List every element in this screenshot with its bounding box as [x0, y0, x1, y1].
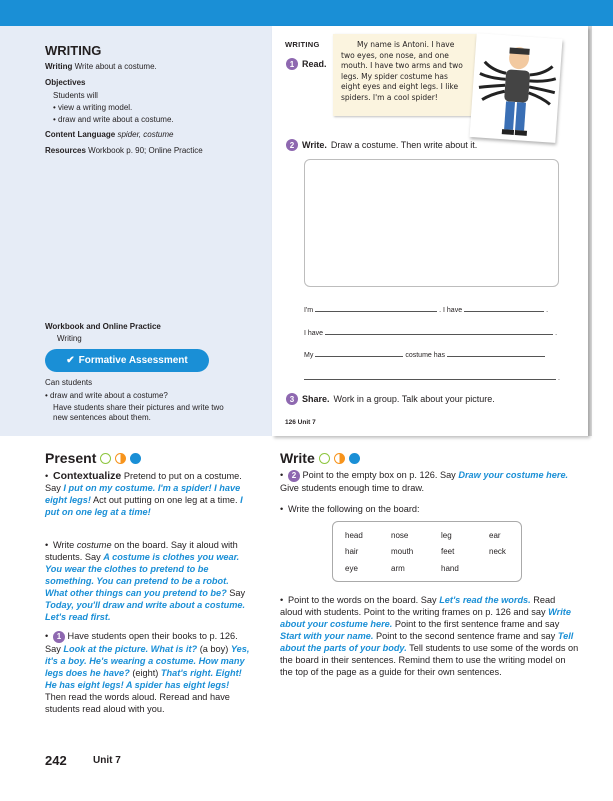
present-paragraph: • Contextualize Pretend to put on a costume. Say I put on my costume. I'm a spider! I have eight legs! Act out putting on one leg at a time. I put on one leg at a time!: [45, 470, 243, 517]
lesson-info-panel: [0, 26, 272, 436]
level-dot-icon: [334, 453, 345, 464]
can-students: Can students: [45, 378, 93, 387]
students-will: Students will: [53, 91, 98, 100]
present-heading: Present: [45, 450, 141, 466]
step-share: [286, 393, 495, 405]
objective-item: • draw and write about a costume.: [53, 115, 174, 124]
level-dot-icon: [115, 453, 126, 464]
story-line: two eyes, one nose, and one: [341, 50, 449, 60]
write-paragraph: • Write the following on the board:: [280, 504, 420, 514]
story-line: spiders. I'm a cool spider!: [341, 92, 438, 102]
objective-item: • view a writing model.: [53, 103, 133, 112]
top-color-bar: [0, 0, 613, 26]
writing-model-card: [333, 34, 477, 116]
book-page-footer: 126 Unit 7: [285, 419, 316, 426]
present-paragraph: • Write costume on the board. Say it aloud with students. Say A costume is clothes you wear. You wear the clothes to pretend to be something. You can pretend to be a robot. What other things can you pretend to be? Say Today, you'll draw and write about a costume. Let's read first.: [45, 540, 246, 622]
book-heading: WRITING: [285, 40, 320, 49]
workbook-value: Writing: [57, 334, 82, 343]
sentence-frame: I'm . I have .: [304, 307, 549, 314]
page-unit: Unit 7: [93, 755, 121, 766]
resources-line: Resources Workbook p. 90; Online Practice: [45, 146, 203, 155]
board-word: eye: [345, 564, 358, 573]
writing-line: Writing Write about a costume.: [45, 62, 157, 71]
level-dot-icon: [349, 453, 360, 464]
can-sub: new sentences about them.: [53, 413, 151, 422]
lesson-title: WRITING: [45, 43, 102, 58]
board-word: nose: [391, 531, 409, 540]
step-read: [286, 58, 327, 70]
board-word-box: [332, 521, 522, 582]
step-number-1: 1: [286, 58, 298, 70]
sentence-frame: My costume has: [304, 349, 545, 359]
step-number-3: 3: [286, 393, 298, 405]
content-language-line: Content Language spider, costume: [45, 130, 174, 139]
board-word: leg: [441, 531, 452, 540]
story-line: eight eyes and eight legs. I like: [341, 82, 459, 91]
board-word: arm: [391, 564, 405, 573]
present-paragraph: • 1 Have students open their books to p. 126. Say Look at the picture. What is it? (a boy) Yes, it's a boy. He's wearing a costume. How many legs does he have? (eight) That's right. Eight! He has eight legs! A spider has eight legs! Then read the words aloud. Reread and have students read aloud with you.: [45, 631, 250, 714]
story-line: My name is Antoni. I have: [357, 40, 455, 49]
step-number-2: 2: [288, 470, 300, 482]
spider-costume-drawing: [469, 33, 562, 143]
story-line: legs. My spider costume has: [341, 71, 448, 81]
drawing-box: [304, 159, 559, 287]
formative-assessment-label: Formative Assessment: [78, 355, 188, 366]
write-paragraph: • Point to the words on the board. Say Let's read the words. Read aloud with students. Point to the writing frames on p. 126 and say Write about your costume here. Point to the first sentence frame and say Start with your name. Point to the second sentence frame and say Tell about the parts of your body. Tell students to use some of the words on the board in their sentences. Remind them to use the writing model on the top of the page as a guide for their own sentences.: [280, 595, 579, 677]
board-word: ear: [489, 531, 501, 540]
workbook-label: Workbook and Online Practice: [45, 322, 161, 331]
step-share-label: Share.: [302, 394, 330, 404]
page-number: 242: [45, 753, 67, 768]
sentence-frame: .: [304, 372, 560, 382]
level-dot-icon: [319, 453, 330, 464]
objectives-label: Objectives: [45, 78, 86, 87]
story-line: mouth. I have two arms and two: [341, 61, 463, 70]
step-share-text: Work in a group. Talk about your picture.: [333, 394, 495, 404]
sentence-frame: I have .: [304, 330, 558, 337]
level-dot-icon: [130, 453, 141, 464]
step-number-1: 1: [53, 631, 65, 643]
can-sub: Have students share their pictures and write two: [53, 403, 224, 412]
check-icon: ✔: [66, 355, 75, 366]
level-dot-icon: [100, 453, 111, 464]
formative-assessment-badge: [45, 349, 209, 372]
book-page-edge: [588, 26, 592, 436]
board-word: hair: [345, 547, 359, 556]
board-word: neck: [489, 547, 506, 556]
write-paragraph: • 2 Point to the empty box on p. 126. Say Draw your costume here. Give students enough time to draw.: [280, 470, 569, 493]
step-number-2: 2: [286, 139, 298, 151]
write-heading: Write: [280, 450, 360, 466]
step-write-text: Draw a costume. Then write about it.: [330, 140, 478, 150]
board-word: mouth: [391, 547, 414, 556]
board-word: hand: [441, 564, 459, 573]
can-item: • draw and write about a costume?: [45, 391, 168, 400]
step-write: [286, 139, 477, 151]
step-write-label: Write.: [302, 140, 327, 150]
board-word: head: [345, 531, 363, 540]
step-read-label: Read.: [302, 59, 327, 69]
board-word: feet: [441, 547, 455, 556]
